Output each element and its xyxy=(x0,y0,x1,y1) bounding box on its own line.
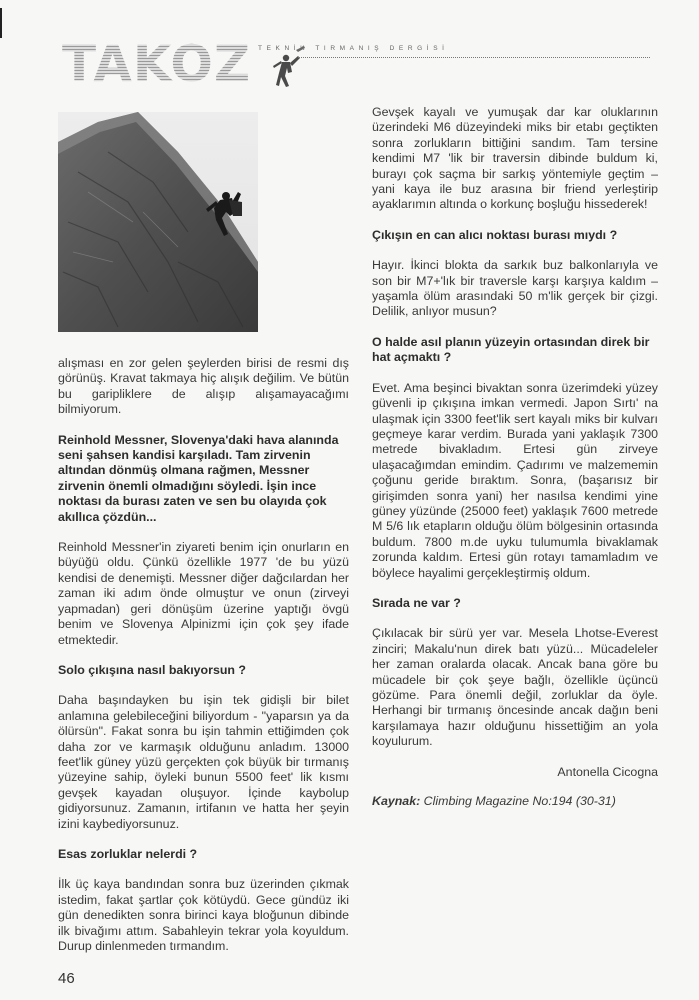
paragraph: Çıkılacak bir sürü yer var. Mesela Lhotse-Everest zinciri; Makalu'nun direk batı yüzü... Mücadeleler her zaman oralarda olacak. Ancak bana göre bu mücadele bir çok şeye bağlı, özellikle üçüncü gözüme. Para önemli değil, zorluklar da öyle. Herhangi bir tırmanış öncesinde ancak dağın beni karşılamaya hazır olduğunu hissettiğim an yola koyulurum. xyxy=(372,626,658,749)
paragraph: alışması en zor gelen şeylerden birisi de resmi dış görünüş. Kravat takmaya hiç alışık değilim. Ve bütün bu garipliklere de alışıp alışamayacağımı bilmiyorum. xyxy=(58,356,349,417)
right-column xyxy=(372,105,658,824)
climber-on-rock-photo xyxy=(58,112,258,332)
page-edge-mark xyxy=(0,8,2,38)
paragraph: Daha başındayken bu işin tek gidişli bir bilet anlamına gelebileceğini biliyordum - "yaparsın ya da ölürsün". Fakat sonra bu işin tahmin ettiğimden çok daha zor ve karmaşık olduğunu anladım. 13000 feet'lik güney yüzü gerçekten çok büyük bir tırmanış yüzeyine sahip, öyleki bunun 5500 feet' lik kısmı gevşek kayadan oluşuyor. İçinde kaybolup gidiyorsunuz. Zamanın, irtifanın ve hatta her şeyin izini kaybediyorsunuz. xyxy=(58,693,349,831)
paragraph: Gevşek kayalı ve yumuşak dar kar oluklarının üzerindeki M6 düzeyindeki miks bir etabı geçtikten sonra zorlukların bittiğini sandım. Tam tersine kendimi M7 'lik bir traversin dibinde buldum ki, burayı çok saçma bir sarkış yöntemiyle geçtim – yani kaya ile buz arasına bir friend yerleştirip ayaklarımın altında o korkunç boşluğu hissederek! xyxy=(372,105,658,212)
interview-question: Çıkışın en can alıcı noktası burası mıydı ? xyxy=(372,227,618,242)
source-credit xyxy=(372,794,658,809)
paragraph: Hayır. İkinci blokta da sarkık buz balkonlarıyla ve son bir M7+'lık bir traversle karşı karşıya kaldım – yaşamla ölüm arasındaki 50 m'lik gerçek bir çizgi. Delilik, anlıyor musun? xyxy=(372,258,658,319)
paragraph: Reinhold Messner'in ziyareti benim için onurların en büyüğü oldu. Çünkü özellikle 1977 'de bu yüzü kendisi de denemişti. Messner diğer dağcılardan her zaman iki adım önde olmuştur ve onun (zirveyi yapmadan) geri dönüşüm üzerine yaptığı övgü benim ve Slovenya Alpinizmi için çok şey ifade etmektedir. xyxy=(58,540,349,647)
source-text: Climbing Magazine No:194 (30-31) xyxy=(423,794,616,809)
interview-question: Sırada ne var ? xyxy=(372,595,461,610)
magazine-logo: TAKOZ xyxy=(62,35,252,93)
paragraph: İlk üç kaya bandından sonra buz üzerinden çıkmak istedim, fakat şartlar çok kötüydü. Gece gündüz iki gün denedikten sonra birinci kaya bloğunun dibinde ilk bivağımı attım. Sabahleyin tekrar yola koyuldum. Durup dinlenmeden tırmandım. xyxy=(58,877,349,953)
page-number: 46 xyxy=(58,970,75,987)
interview-question: Reinhold Messner, Slovenya'daki hava alanında seni şahsen kandisi karşıladı. Tam zirvenin altından dönmüş olmana rağmen, Messner zirvenin önemli olmadığını söyledi. İşin ince noktası da burası zaten ve sen bu olayıda çok akıllıca çözdün... xyxy=(58,432,339,524)
author-signature: Antonella Cicogna xyxy=(557,764,658,779)
interview-question: Esas zorluklar nelerdi ? xyxy=(58,846,198,861)
interview-question: O halde asıl planın yüzeyin ortasından direk bir hat açmaktı ? xyxy=(372,334,650,365)
header-rule xyxy=(298,57,650,58)
source-label: Kaynak: xyxy=(372,794,421,809)
paragraph: Evet. Ama beşinci bivaktan sonra üzerimdeki yüzey güvenli ip çıkışına imkan vermedi. Japon Sırtı' na ulaşmak için 3300 feet'lik sert kayalı miks bir kulvarı geçmeye karar verdim. Burada yani yaklaşık 7300 metrede bivakladım. Ertesi gün zirveye ulaşacağımdan emindim. Çadırımı ve malzememin çoğunu geride bıraktım. Sonra, (başarısız bir girişimden sonra yani) her nasılsa kendimi yine güney yüzünde (25000 feet) yaklaşık 7600 metrede M 5/6 lık etapların olduğu ölüm bölgesinin ortasında buldum. 7800 m.de uyku tulumumla bivaklamak zorunda kaldım. Ertesi gün rotayı tamamladım ve böylece hayalimi gerçekleştirmiş oldum. xyxy=(372,380,658,580)
left-column xyxy=(58,356,349,969)
magazine-tagline: TEKNİK TIRMANIŞ DERGİSİ xyxy=(258,45,449,52)
masthead xyxy=(62,36,662,92)
interview-question: Solo çıkışına nasıl bakıyorsun ? xyxy=(58,662,246,677)
